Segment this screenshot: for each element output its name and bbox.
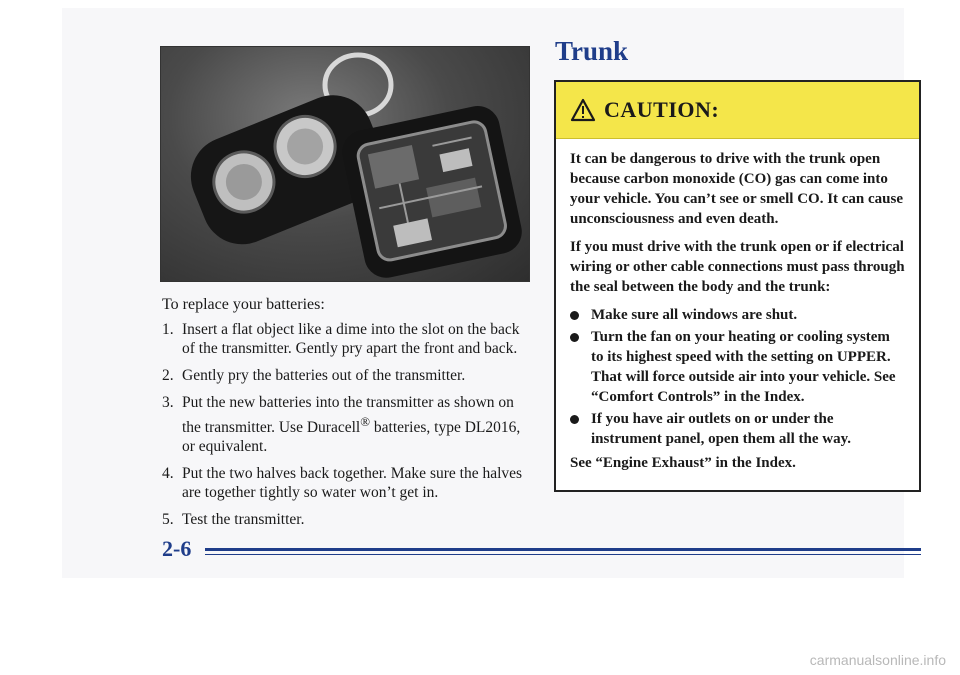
battery-steps-list [162,320,532,537]
site-watermark: carmanualsonline.info [809,652,946,668]
list-item [162,510,532,529]
list-item [570,305,905,325]
step-text-part: batteries, type DL2016, or equivalent. [182,419,521,456]
caution-box [554,80,921,492]
section-title-trunk: Trunk [555,36,629,66]
list-item [570,409,905,449]
manual-page [62,8,904,578]
page-number: 2-6 [162,536,192,561]
see-also-reference: See “Engine Exhaust” in the Index. [570,455,796,471]
battery-intro-text: To replace your batteries: [162,296,325,313]
step-text: Test the transmitter. [182,511,305,529]
caution-bullet-list [570,305,905,449]
warning-triangle-icon [570,98,596,122]
step-number: 4. [162,465,174,483]
list-item [570,327,905,407]
step-text-part: Put the new batteries into the transmitter as shown on the transmitter. Use Duracell [182,394,514,437]
step-number: 5. [162,511,174,529]
bullet-text: If you have air outlets on or under the instrument panel, open them all the way. [591,411,852,447]
bullet-icon [570,311,579,320]
step-text: Insert a flat object like a dime into the slot on the back of the transmitter. Gently pry apart the front and back. [182,321,520,357]
transmitter-battery-photo [160,46,530,282]
bullet-icon [570,333,579,342]
caution-paragraph: If you must drive with the trunk open or if electrical wiring or other cable connections must pass through the seal between the body and the trunk: [570,239,905,295]
transmitter-illustration [161,47,529,281]
step-number: 1. [162,321,174,338]
list-item [162,464,532,502]
bullet-text: Turn the fan on your heating or cooling system to its highest speed with the setting on UPPER. That will force outside air into your vehicle. See “Comfort Controls” in the Index. [591,329,896,405]
footer-rule [205,554,921,555]
footer-rule [205,548,921,551]
caution-body [556,139,919,473]
caution-label: CAUTION: [604,97,720,122]
step-number: 3. [162,394,174,411]
list-item [162,393,532,456]
step-text: Put the two halves back together. Make sure the halves are together tightly so water won’t get in. [182,465,523,502]
list-item [162,366,532,385]
step-text [182,393,532,456]
bullet-icon [570,415,579,424]
step-text: Gently pry the batteries out of the transmitter. [182,367,466,384]
list-item [162,320,532,358]
bullet-text: Make sure all windows are shut. [591,307,798,323]
caution-header [556,82,919,139]
caution-paragraph: It can be dangerous to drive with the trunk open because carbon monoxide (CO) gas can come into your vehicle. You can’t see or smell CO. It can cause unconsciousness and even death. [570,151,904,227]
step-number: 2. [162,367,174,384]
registered-mark: ® [360,414,371,429]
